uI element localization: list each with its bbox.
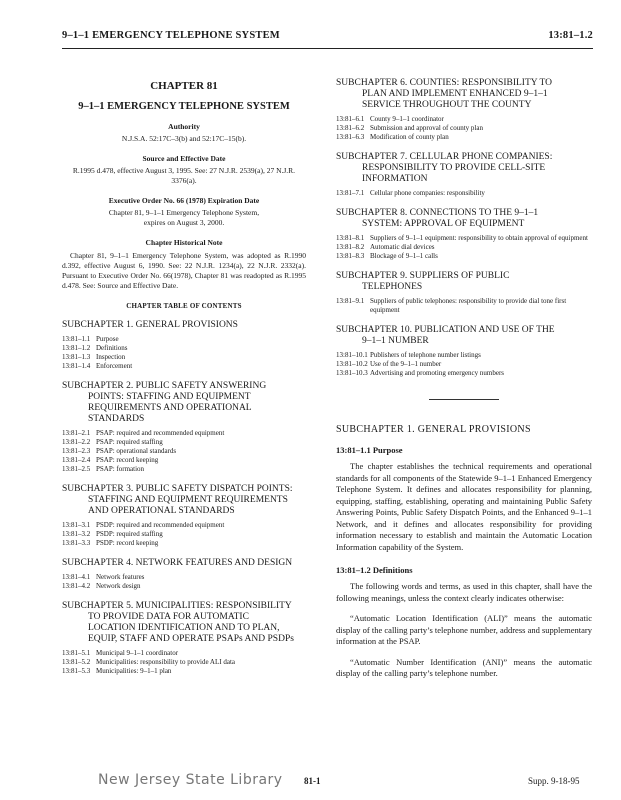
toc-section-list [62, 649, 306, 676]
section-purpose-body: The chapter establishes the technical requirements and operational standards for all components of the Statewide 9–1–1 Enhanced Emergency Telephone System. It defines and allocates responsibility for planning, equipping, staffing, establishing, operating and maintaining Public Safety Answering Points, Public Safety Dispatch Points, and the Enhanced 9–1–1 Network, and it defines and allocates responsibility for providing information necessary to establish and maintain the Automatic Location Information capability of the System. [336, 461, 592, 552]
toc-section-title: PSAP: required staffing [96, 438, 163, 446]
toc-section-title: Municipal 9–1–1 coordinator [96, 649, 179, 657]
toc-heading-line: EQUIP, STAFF AND OPERATE PSAPs AND PSDPs [88, 634, 294, 644]
toc-left [62, 320, 306, 676]
toc-section-title: PSAP: operational standards [96, 447, 177, 455]
running-header [62, 30, 593, 46]
toc-section-title: PSAP: required and recommended equipment [96, 429, 225, 437]
toc-section-entry [62, 429, 306, 438]
toc-heading-line: SYSTEM: APPROVAL OF EQUIPMENT [362, 219, 525, 229]
toc-section-number: 13:81–3.2 [62, 530, 91, 538]
toc-section-number: 13:81–9.1 [336, 297, 365, 305]
toc-section-entry [336, 115, 592, 124]
toc-section-number: 13:81–6.1 [336, 115, 365, 123]
toc-heading-line: SUBCHAPTER 1. GENERAL PROVISIONS [62, 320, 238, 330]
toc-section-entry [62, 353, 306, 362]
toc-title: CHAPTER TABLE OF CONTENTS [126, 302, 242, 310]
page-number: 81-1 [304, 776, 321, 786]
toc-section-number: 13:81–3.1 [62, 521, 91, 529]
toc-section-entry [62, 447, 306, 456]
toc-section-entry [62, 658, 306, 667]
toc-section-number: 13:81–1.3 [62, 353, 91, 361]
toc-heading-line: STANDARDS [88, 414, 145, 424]
toc-section-entry [62, 582, 306, 591]
toc-heading-line: STAFFING AND EQUIPMENT REQUIREMENTS [88, 495, 288, 505]
historical-note-text: Chapter 81, 9–1–1 Emergency Telephone System, was adopted as R.1990 d.392, effective August 6, 1990. See: 22 N.J.R. 1234(a), 22 N.J.R. 2332(a). Pursuant to Executive Order No. 66(1978), Chapter 81 was readopted as R.1995 d.478. See: Source and Effective Date. [62, 251, 306, 290]
toc-section-entry [62, 362, 306, 371]
toc-section-title: PSDP: record keeping [96, 539, 159, 547]
toc-section-entry [336, 189, 592, 198]
authority-label: Authority [168, 122, 200, 131]
toc-heading-line: SUBCHAPTER 4. NETWORK FEATURES AND DESIGN [62, 558, 293, 568]
toc-subchapter-heading [336, 152, 592, 185]
toc-section-title: Modification of county plan [370, 133, 449, 141]
toc-heading-line: SUBCHAPTER 5. MUNICIPALITIES: RESPONSIBILITY [62, 601, 292, 611]
toc-heading-line: SUBCHAPTER 8. CONNECTIONS TO THE 9–1–1 [336, 208, 539, 218]
definition-ani: “Automatic Number Identification (ANI)” means the automatic display of the calling party’s telephone number. [336, 656, 592, 678]
right-column [336, 78, 592, 680]
toc-section-entry [336, 297, 592, 315]
toc-section-entry [62, 456, 306, 465]
toc-section-number: 13:81–5.2 [62, 658, 91, 666]
toc-section-entry [336, 124, 592, 133]
historical-note-label: Chapter Historical Note [145, 238, 223, 247]
toc-subchapter-heading [336, 271, 592, 293]
toc-section-list [336, 297, 592, 315]
toc-heading-line: SUBCHAPTER 7. CELLULAR PHONE COMPANIES: [336, 152, 553, 162]
toc-section-title: PSAP: record keeping [96, 456, 159, 464]
toc-section-list [62, 429, 306, 474]
toc-section-entry [62, 667, 306, 676]
toc-section-number: 13:81–3.3 [62, 539, 91, 547]
toc-heading-line: LOCATION IDENTIFICATION AND TO PLAN, [88, 623, 280, 633]
toc-heading-line: SUBCHAPTER 3. PUBLIC SAFETY DISPATCH POINTS: [62, 484, 293, 494]
toc-section-entry [62, 335, 306, 344]
toc-section-entry [336, 234, 592, 243]
toc-section-list [336, 234, 592, 261]
toc-subchapter-heading [62, 381, 306, 425]
toc-section-title: Blockage of 9–1–1 calls [370, 252, 438, 260]
section-definitions-title: 13:81–1.2 Definitions [336, 565, 413, 575]
toc-section-number: 13:81–10.2 [336, 360, 368, 368]
section-purpose-title: 13:81–1.1 Purpose [336, 445, 403, 455]
toc-section-title: Cellular phone companies: responsibility [370, 189, 485, 197]
toc-subchapter-heading [62, 558, 306, 569]
toc-section-entry [336, 252, 592, 261]
toc-section-number: 13:81–1.1 [62, 335, 91, 343]
toc-section-number: 13:81–6.2 [336, 124, 365, 132]
toc-section-title: Use of the 9–1–1 number [370, 360, 442, 368]
toc-section-entry [62, 530, 306, 539]
toc-section-list [62, 573, 306, 591]
section-definitions-body: The following words and terms, as used in this chapter, shall have the following meanings, unless the context clearly indicates otherwise: [336, 581, 592, 603]
toc-section-number: 13:81–8.1 [336, 234, 365, 242]
toc-section-title: Automatic dial devices [370, 243, 435, 251]
left-column [62, 58, 306, 676]
toc-section-number: 13:81–10.1 [336, 351, 368, 359]
toc-section-title: Municipalities: 9–1–1 plan [96, 667, 172, 675]
toc-section-entry [336, 243, 592, 252]
toc-heading-line: SUBCHAPTER 6. COUNTIES: RESPONSIBILITY TO [336, 78, 552, 88]
toc-section-title: Network design [96, 582, 141, 590]
toc-heading-line: SUBCHAPTER 2. PUBLIC SAFETY ANSWERING [62, 381, 267, 391]
toc-section-title: PSDP: required staffing [96, 530, 163, 538]
toc-section-list [336, 351, 592, 378]
toc-section-number: 13:81–2.5 [62, 465, 91, 473]
toc-section-number: 13:81–8.2 [336, 243, 365, 251]
toc-section-number: 13:81–1.2 [62, 344, 91, 352]
toc-section-number: 13:81–5.3 [62, 667, 91, 675]
toc-section-number: 13:81–4.2 [62, 582, 91, 590]
chapter-subtitle: 9–1–1 EMERGENCY TELEPHONE SYSTEM [78, 101, 290, 112]
authority-text: N.J.S.A. 52:17C–3(b) and 52:17C–15(b). [121, 134, 247, 143]
toc-heading-line: RESPONSIBILITY TO PROVIDE CELL-SITE [362, 163, 546, 173]
toc-section-number: 13:81–4.1 [62, 573, 91, 581]
toc-section-entry [62, 438, 306, 447]
header-section-number: 13:81–1.2 [548, 30, 593, 41]
toc-section-entry [336, 133, 592, 142]
toc-section-title: Advertising and promoting emergency numbers [370, 369, 505, 377]
chapter-title: CHAPTER 81 [150, 80, 218, 92]
source-label: Source and Effective Date [142, 154, 226, 163]
toc-section-list [336, 115, 592, 142]
toc-section-entry [336, 369, 592, 378]
toc-section-title: Purpose [96, 335, 119, 343]
toc-heading-line: POINTS: STAFFING AND EQUIPMENT [88, 392, 251, 402]
toc-section-title: Network features [96, 573, 145, 581]
toc-section-entry [336, 351, 592, 360]
toc-subchapter-heading [336, 325, 592, 347]
definition-ali: “Automatic Location Identification (ALI)” means the automatic display of the calling party’s telephone number, address and supplementary information at the PSAP. [336, 613, 593, 646]
toc-section-number: 13:81–1.4 [62, 362, 91, 370]
toc-section-title: Enforcement [96, 362, 133, 370]
toc-section-title: Submission and approval of county plan [370, 124, 483, 132]
toc-heading-line: SERVICE THROUGHOUT THE COUNTY [362, 100, 532, 110]
toc-section-entry [62, 573, 306, 582]
supplement-date: Supp. 9-18-95 [528, 776, 580, 786]
executive-order-text: Chapter 81, 9–1–1 Emergency Telephone System, expires on August 3, 2000. [108, 208, 260, 227]
toc-right [336, 78, 592, 378]
toc-section-entry [336, 360, 592, 369]
toc-subchapter-heading [336, 78, 592, 111]
toc-section-list [336, 189, 592, 198]
toc-section-title: PSDP: required and recommended equipment [96, 521, 225, 529]
toc-section-title: Municipalities: responsibility to provide ALI data [96, 658, 236, 666]
toc-section-list [62, 335, 306, 371]
header-title: 9–1–1 EMERGENCY TELEPHONE SYSTEM [62, 30, 280, 41]
toc-section-entry [62, 649, 306, 658]
source-text: R.1995 d.478, effective August 3, 1995. See: 27 N.J.R. 2539(a), 27 N.J.R. 3376(a). [72, 166, 296, 185]
toc-section-number: 13:81–5.1 [62, 649, 91, 657]
toc-heading-line: AND OPERATIONAL STANDARDS [88, 506, 235, 516]
section-separator [429, 399, 499, 400]
toc-section-number: 13:81–2.2 [62, 438, 91, 446]
toc-section-number: 13:81–2.1 [62, 429, 91, 437]
toc-heading-line: TELEPHONES [362, 282, 423, 292]
toc-heading-line: PLAN AND IMPLEMENT ENHANCED 9–1–1 [362, 89, 548, 99]
toc-heading-line: TO PROVIDE DATA FOR AUTOMATIC [88, 612, 249, 622]
toc-heading-line: SUBCHAPTER 9. SUPPLIERS OF PUBLIC [336, 271, 510, 281]
toc-section-title: Suppliers of 9–1–1 equipment: responsibility to obtain approval of equipment [370, 234, 588, 242]
executive-order-label: Executive Order No. 66 (1978) Expiration Date [108, 196, 260, 205]
toc-section-number: 13:81–2.4 [62, 456, 91, 464]
toc-section-title: County 9–1–1 coordinator [370, 115, 444, 123]
toc-subchapter-heading [62, 484, 306, 517]
toc-section-title: Definitions [96, 344, 128, 352]
toc-section-number: 13:81–7.1 [336, 189, 365, 197]
toc-heading-line: SUBCHAPTER 10. PUBLICATION AND USE OF THE [336, 325, 555, 335]
toc-section-title: PSAP: formation [96, 465, 145, 473]
toc-section-entry [62, 539, 306, 548]
toc-section-title: Publishers of telephone number listings [370, 351, 481, 359]
toc-section-title: Suppliers of public telephones: responsibility to provide dial tone first equipment [370, 297, 567, 314]
toc-heading-line: INFORMATION [362, 174, 428, 184]
toc-section-title: Inspection [96, 353, 126, 361]
toc-subchapter-heading [336, 208, 592, 230]
toc-section-entry [62, 521, 306, 530]
header-rule [62, 48, 593, 49]
toc-section-list [62, 521, 306, 548]
toc-section-entry [62, 465, 306, 474]
toc-section-number: 13:81–2.3 [62, 447, 91, 455]
toc-heading-line: REQUIREMENTS AND OPERATIONAL [88, 403, 252, 413]
toc-section-number: 13:81–10.3 [336, 369, 368, 377]
subchapter-heading: SUBCHAPTER 1. GENERAL PROVISIONS [336, 424, 531, 435]
toc-subchapter-heading [62, 320, 306, 331]
toc-section-number: 13:81–6.3 [336, 133, 365, 141]
library-stamp: New Jersey State Library [98, 772, 283, 788]
toc-section-number: 13:81–8.3 [336, 252, 365, 260]
toc-section-entry [62, 344, 306, 353]
toc-subchapter-heading [62, 601, 306, 645]
toc-heading-line: 9–1–1 NUMBER [362, 336, 429, 346]
